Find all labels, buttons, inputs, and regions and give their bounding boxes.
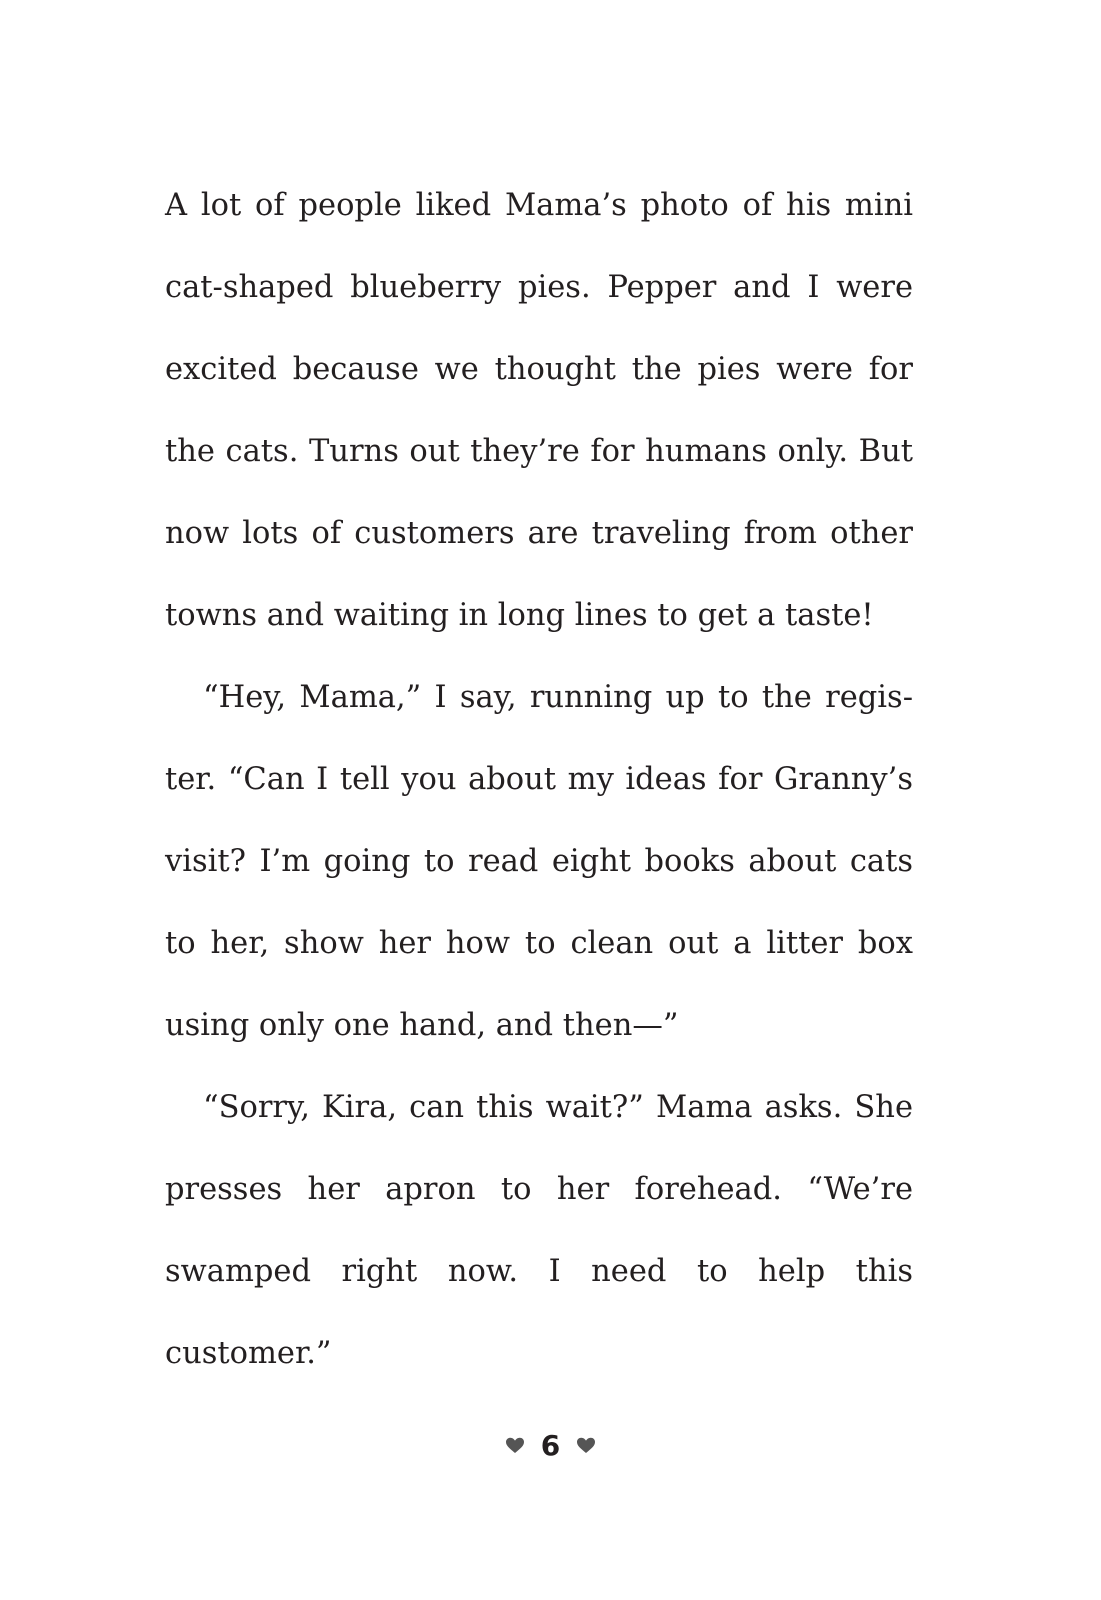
text-line: A lot of people liked Mama’s photo of his mini <box>165 188 913 223</box>
text-line: using only one hand, and then—” <box>165 1008 679 1043</box>
text-line: visit? I’m going to read eight books about cats <box>165 844 913 879</box>
text-line: “Hey, Mama,” I say, running up to the regis- <box>203 680 913 715</box>
page-footer <box>0 1426 1101 1466</box>
text-line: to her, show her how to clean out a litter box <box>165 926 913 961</box>
text-line: now lots of customers are traveling from other <box>165 516 913 551</box>
heart-icon <box>576 1436 596 1456</box>
text-line: the cats. Turns out they’re for humans only. But <box>165 434 913 469</box>
heart-icon <box>505 1436 525 1456</box>
text-line: presses her apron to her forehead. “We’re <box>165 1172 913 1207</box>
text-line: cat-shaped blueberry pies. Pepper and I were <box>165 270 913 305</box>
body-text <box>165 165 913 1395</box>
text-line: ter. “Can I tell you about my ideas for Granny’s <box>165 762 913 797</box>
text-line: excited because we thought the pies were for <box>165 352 913 387</box>
text-line: customer.” <box>165 1336 332 1371</box>
text-line: towns and waiting in long lines to get a taste! <box>165 598 874 633</box>
text-line: “Sorry, Kira, can this wait?” Mama asks. She <box>203 1090 913 1125</box>
page-number: 6 <box>540 1429 561 1462</box>
text-line: swamped right now. I need to help this <box>165 1254 913 1289</box>
